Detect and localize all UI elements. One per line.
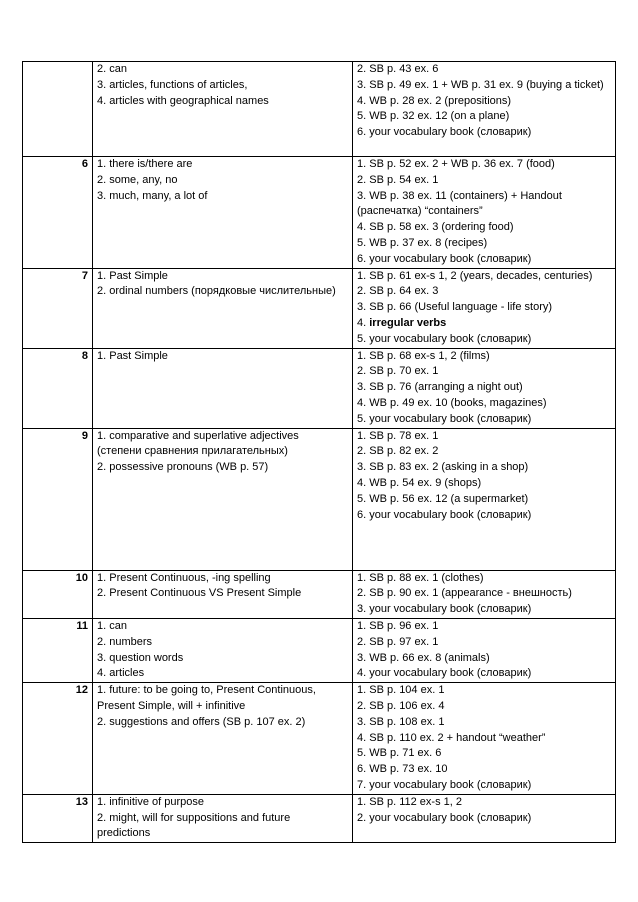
task-line: 2. your vocabulary book (словарик) — [357, 811, 532, 824]
lesson-number: 11 — [23, 618, 93, 682]
task-line: 2. SB p. 106 ex. 4 — [357, 699, 445, 712]
task-line: 3. SB p. 49 ex. 1 + WB p. 31 ex. 9 (buying a ticket) — [357, 78, 604, 91]
homework-tasks-cell — [353, 428, 616, 570]
task-line: 1. SB p. 104 ex. 1 — [357, 684, 445, 697]
topic-line: 1. infinitive of purpose — [97, 795, 205, 808]
table-row — [23, 683, 616, 795]
homework-tasks-cell — [353, 268, 616, 348]
task-line: 2. SB p. 43 ex. 6 — [357, 63, 439, 75]
grammar-topics-cell — [93, 794, 353, 842]
homework-tasks-cell — [353, 683, 616, 795]
grammar-topics-cell — [93, 157, 353, 269]
grammar-topics-cell — [93, 348, 353, 428]
task-line: 2. SB p. 82 ex. 2 — [357, 445, 439, 458]
task-line — [357, 316, 611, 332]
grammar-topics-cell — [93, 618, 353, 682]
task-line: 1. SB p. 52 ex. 2 + WB p. 36 ex. 7 (food) — [357, 158, 555, 170]
homework-tasks-cell — [353, 794, 616, 842]
topic-line: 3. articles, functions of articles, — [97, 78, 248, 91]
task-line: 5. your vocabulary book (словарик) — [357, 332, 532, 345]
table-row — [23, 794, 616, 842]
task-line: 2. SB p. 97 ex. 1 — [357, 635, 439, 648]
topic-line: 1. can — [97, 619, 127, 632]
task-line: 3. SB p. 83 ex. 2 (asking in a shop) — [357, 461, 529, 474]
topic-line: 2. suggestions and offers (SB p. 107 ex. 2) — [97, 715, 306, 728]
grammar-topics-cell — [93, 268, 353, 348]
task-line: 5. WB p. 32 ex. 12 (on a plane) — [357, 110, 510, 123]
task-prefix: 4. — [357, 316, 370, 329]
task-line: 5. WB p. 71 ex. 6 — [357, 747, 442, 760]
task-line: 1. SB p. 78 ex. 1 — [357, 429, 439, 442]
task-line: 4. SB p. 58 ex. 3 (ordering food) — [357, 221, 514, 234]
task-line: 1. SB p. 68 ex-s 1, 2 (films) — [357, 349, 490, 362]
grammar-topics-cell — [93, 570, 353, 618]
lesson-number: 13 — [23, 794, 93, 842]
homework-table — [22, 61, 616, 843]
task-line: 1. SB p. 88 ex. 1 (clothes) — [357, 571, 484, 584]
topic-line: 4. articles — [97, 667, 145, 680]
task-line: 4. WB p. 28 ex. 2 (prepositions) — [357, 94, 512, 107]
table-row — [23, 62, 616, 157]
task-line: 1. SB p. 112 ex-s 1, 2 — [357, 795, 462, 808]
task-line: 6. your vocabulary book (словарик) — [357, 126, 532, 139]
topic-line: 3. much, many, a lot of — [97, 189, 208, 202]
task-line: 2. SB p. 64 ex. 3 — [357, 285, 439, 298]
topic-line: 2. Present Continuous VS Present Simple — [97, 587, 302, 600]
homework-tasks-cell — [353, 570, 616, 618]
topic-line: (степени сравнения прилагательных) — [97, 445, 288, 458]
topic-line: Present Simple, will + infinitive — [97, 699, 246, 712]
topic-line: 4. articles with geographical names — [97, 94, 269, 107]
lesson-number: 6 — [23, 157, 93, 269]
task-line: 3. your vocabulary book (словарик) — [357, 603, 532, 616]
topic-line: 1. future: to be going to, Present Continuous, — [97, 684, 316, 697]
topic-line: 2. can — [97, 63, 127, 75]
table-row — [23, 618, 616, 682]
task-line: 4. your vocabulary book (словарик) — [357, 667, 532, 680]
topic-line: 2. might, will for suppositions and future — [97, 811, 291, 824]
task-line: 6. your vocabulary book (словарик) — [357, 252, 532, 265]
topic-line: 1. Past Simple — [97, 269, 168, 282]
homework-tasks-cell — [353, 157, 616, 269]
task-line: 3. SB p. 108 ex. 1 — [357, 715, 445, 728]
task-line: 1. SB p. 96 ex. 1 — [357, 619, 439, 632]
task-line: 3. SB p. 66 (Useful language - life story) — [357, 301, 553, 314]
homework-tasks-cell — [353, 348, 616, 428]
lesson-number: 8 — [23, 348, 93, 428]
task-line: 2. SB p. 70 ex. 1 — [357, 365, 439, 378]
task-line: 2. SB p. 90 ex. 1 (appearance - внешность) — [357, 587, 572, 600]
topic-line: 1. Present Continuous, -ing spelling — [97, 571, 271, 584]
table-row — [23, 570, 616, 618]
task-line: 5. WB p. 56 ex. 12 (a supermarket) — [357, 492, 529, 505]
topic-line: 1. comparative and superlative adjectives — [97, 429, 299, 442]
task-line: 4. SB p. 110 ex. 2 + handout “weather” — [357, 731, 546, 744]
topic-line: 2. possessive pronouns (WB p. 57) — [97, 461, 269, 474]
task-line: 3. WB p. 38 ex. 11 (containers) + Handout (распечатка) “containers” — [357, 189, 562, 218]
table-row — [23, 428, 616, 570]
task-line: 6. your vocabulary book (словарик) — [357, 508, 532, 521]
task-line: 5. your vocabulary book (словарик) — [357, 412, 532, 425]
table-row — [23, 348, 616, 428]
task-line: 1. SB p. 61 ex-s 1, 2 (years, decades, centuries) — [357, 269, 593, 282]
task-line: 5. WB p. 37 ex. 8 (recipes) — [357, 236, 488, 249]
lesson-number: 7 — [23, 268, 93, 348]
topic-line: 3. question words — [97, 651, 184, 664]
topic-line: 2. ordinal numbers (порядковые числительные) — [97, 285, 336, 298]
grammar-topics-cell — [93, 428, 353, 570]
lesson-number: 9 — [23, 428, 93, 570]
homework-table-body — [23, 62, 616, 843]
task-line: 4. WB p. 49 ex. 10 (books, magazines) — [357, 396, 547, 409]
task-line: 4. WB p. 54 ex. 9 (shops) — [357, 476, 482, 489]
lesson-number: 12 — [23, 683, 93, 795]
topic-line: 2. some, any, no — [97, 173, 178, 186]
homework-tasks-cell — [353, 618, 616, 682]
task-line: 3. SB p. 76 (arranging a night out) — [357, 381, 523, 394]
task-bold-text: irregular verbs — [369, 316, 447, 329]
task-line: 2. SB p. 54 ex. 1 — [357, 173, 439, 186]
grammar-topics-cell — [93, 62, 353, 157]
topic-line: 2. numbers — [97, 635, 153, 648]
task-line: 7. your vocabulary book (словарик) — [357, 778, 532, 791]
homework-tasks-cell — [353, 62, 616, 157]
lesson-number: 10 — [23, 570, 93, 618]
topic-line: 1. there is/there are — [97, 158, 193, 170]
lesson-number — [23, 62, 93, 157]
grammar-topics-cell — [93, 683, 353, 795]
task-line: 3. WB p. 66 ex. 8 (animals) — [357, 651, 490, 664]
topic-line: 1. Past Simple — [97, 349, 168, 362]
topic-line: predictions — [97, 827, 151, 840]
table-row — [23, 268, 616, 348]
table-row — [23, 157, 616, 269]
task-line: 6. WB p. 73 ex. 10 — [357, 763, 448, 776]
